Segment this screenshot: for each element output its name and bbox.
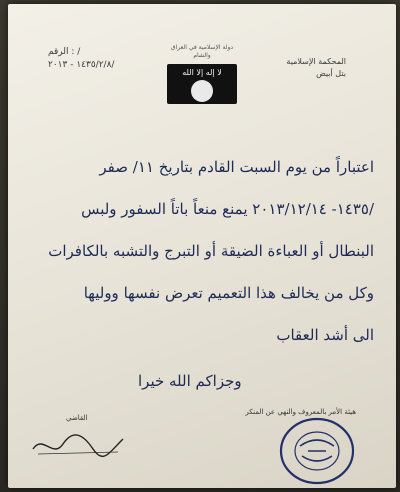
body-line: البنطال أو العباءة الضيقة أو التبرج والتشبه بالكافرات — [48, 242, 374, 260]
body-line: الى أشد العقاب — [276, 326, 374, 344]
judge-label: القاضي — [66, 414, 88, 422]
document-reference — [48, 46, 114, 72]
official-seal-stamp — [278, 416, 356, 486]
document-page — [8, 4, 396, 488]
issuer-name: المحكمة الإسلامية — [286, 57, 346, 66]
committee-label: هيئة الأمر بالمعروف والنهي عن المنكر — [245, 408, 356, 416]
decree-body — [30, 146, 374, 356]
flag-text: لا إله إلا الله — [182, 68, 222, 77]
black-flag-logo — [167, 64, 237, 104]
body-line: وكل من يخالف هذا التعميم تعرض نفسها ووليها — [83, 284, 374, 302]
body-line: اعتباراً من يوم السبت القادم بتاريخ ١١/ صفر — [99, 158, 374, 176]
body-line: /١٤٣٥- ٢٠١٣/١٢/١٤ يمنع منعاً باتاً السفور ولبس — [81, 200, 374, 218]
handwritten-signature — [28, 424, 128, 464]
flag-seal-circle — [191, 80, 213, 102]
issuer-header — [286, 56, 346, 80]
issuer-location: بتل أبيض — [316, 69, 346, 78]
letterhead-subtitle: دولة الإسلامية في العراق والشام — [170, 44, 234, 59]
closing-phrase: وجزاكم الله خيرا — [138, 372, 242, 390]
reference-number: الرقم : / — [48, 47, 81, 57]
document-date: ١٤٣٥/٢/٨ - ٢٠١٣/ — [48, 60, 115, 70]
letterhead-banner — [162, 44, 242, 104]
